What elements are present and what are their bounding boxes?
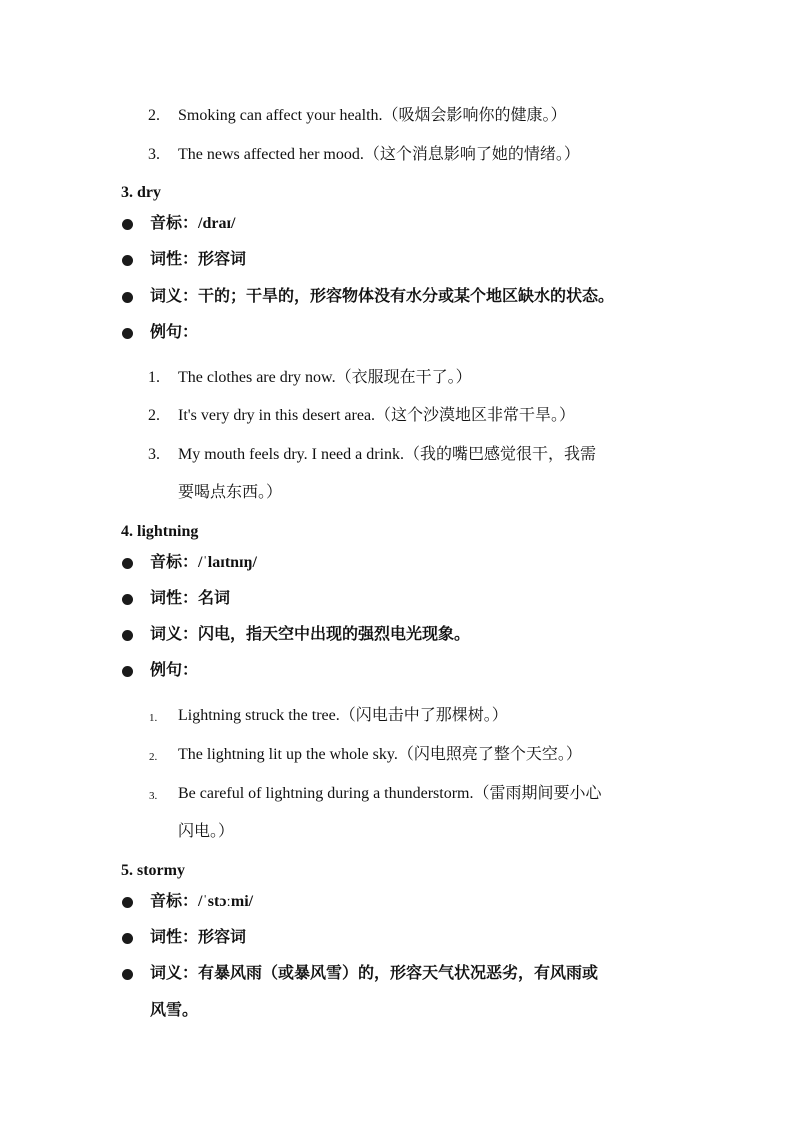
entry-heading: 3. dry xyxy=(121,184,161,201)
bullet-icon xyxy=(122,666,133,677)
meaning-field: 词义：闪电，指天空中出现的强烈电光现象。 xyxy=(150,626,471,643)
part-of-speech-field: 词性：形容词 xyxy=(150,251,247,268)
bullet-icon xyxy=(122,255,133,266)
example-sentence: It's very dry in this desert area.（这个沙漠地区非常干旱。） xyxy=(178,407,576,424)
bullet-icon xyxy=(122,897,133,908)
part-of-speech-field: 词性：形容词 xyxy=(150,929,247,946)
bullet-icon xyxy=(122,219,133,230)
entry-heading: 5. stormy xyxy=(121,862,185,879)
bullet-icon xyxy=(122,969,133,980)
example-sentence: The news affected her mood.（这个消息影响了她的情绪。） xyxy=(178,146,580,163)
phonetic-field: 音标：/draɪ/ xyxy=(150,215,236,232)
meaning-field: 词义：干的；干旱的，形容物体没有水分或某个地区缺水的状态。 xyxy=(150,288,615,305)
phonetic-field: 音标：/ˈstɔːmi/ xyxy=(150,893,254,910)
example-number: 3. xyxy=(148,146,160,163)
examples-label: 例句： xyxy=(150,662,199,679)
example-number: 2. xyxy=(148,107,160,124)
example-number: 3. xyxy=(149,790,158,802)
example-sentence-continued: 闪电。） xyxy=(178,823,235,840)
part-of-speech-field: 词性：名词 xyxy=(150,590,231,607)
bullet-icon xyxy=(122,558,133,569)
phonetic-field: 音标：/ˈlaɪtnɪŋ/ xyxy=(150,554,257,571)
example-sentence-continued: 要喝点东西。） xyxy=(178,484,283,501)
example-sentence: Be careful of lightning during a thunderstorm.（雷雨期间要小心 xyxy=(178,785,602,802)
example-number: 2. xyxy=(149,751,158,763)
bullet-icon xyxy=(122,630,133,641)
bullet-icon xyxy=(122,292,133,303)
example-number: 3. xyxy=(148,446,160,463)
example-number: 1. xyxy=(149,712,158,724)
example-sentence: The clothes are dry now.（衣服现在干了。） xyxy=(178,369,472,386)
example-sentence: Smoking can affect your health.（吸烟会影响你的健康。） xyxy=(178,107,567,124)
example-sentence: The lightning lit up the whole sky.（闪电照亮了整个天空。） xyxy=(178,746,582,763)
example-number: 2. xyxy=(148,407,160,424)
entry-heading: 4. lightning xyxy=(121,523,199,540)
meaning-field-continued: 风雪。 xyxy=(150,1002,199,1019)
example-sentence: My mouth feels dry. I need a drink.（我的嘴巴感觉很干，我需 xyxy=(178,446,597,463)
examples-label: 例句： xyxy=(150,324,199,341)
example-sentence: Lightning struck the tree.（闪电击中了那棵树。） xyxy=(178,707,508,724)
meaning-field: 词义：有暴风雨（或暴风雪）的，形容天气状况恶劣，有风雨或 xyxy=(150,965,599,982)
bullet-icon xyxy=(122,933,133,944)
example-number: 1. xyxy=(148,369,160,386)
bullet-icon xyxy=(122,328,133,339)
bullet-icon xyxy=(122,594,133,605)
